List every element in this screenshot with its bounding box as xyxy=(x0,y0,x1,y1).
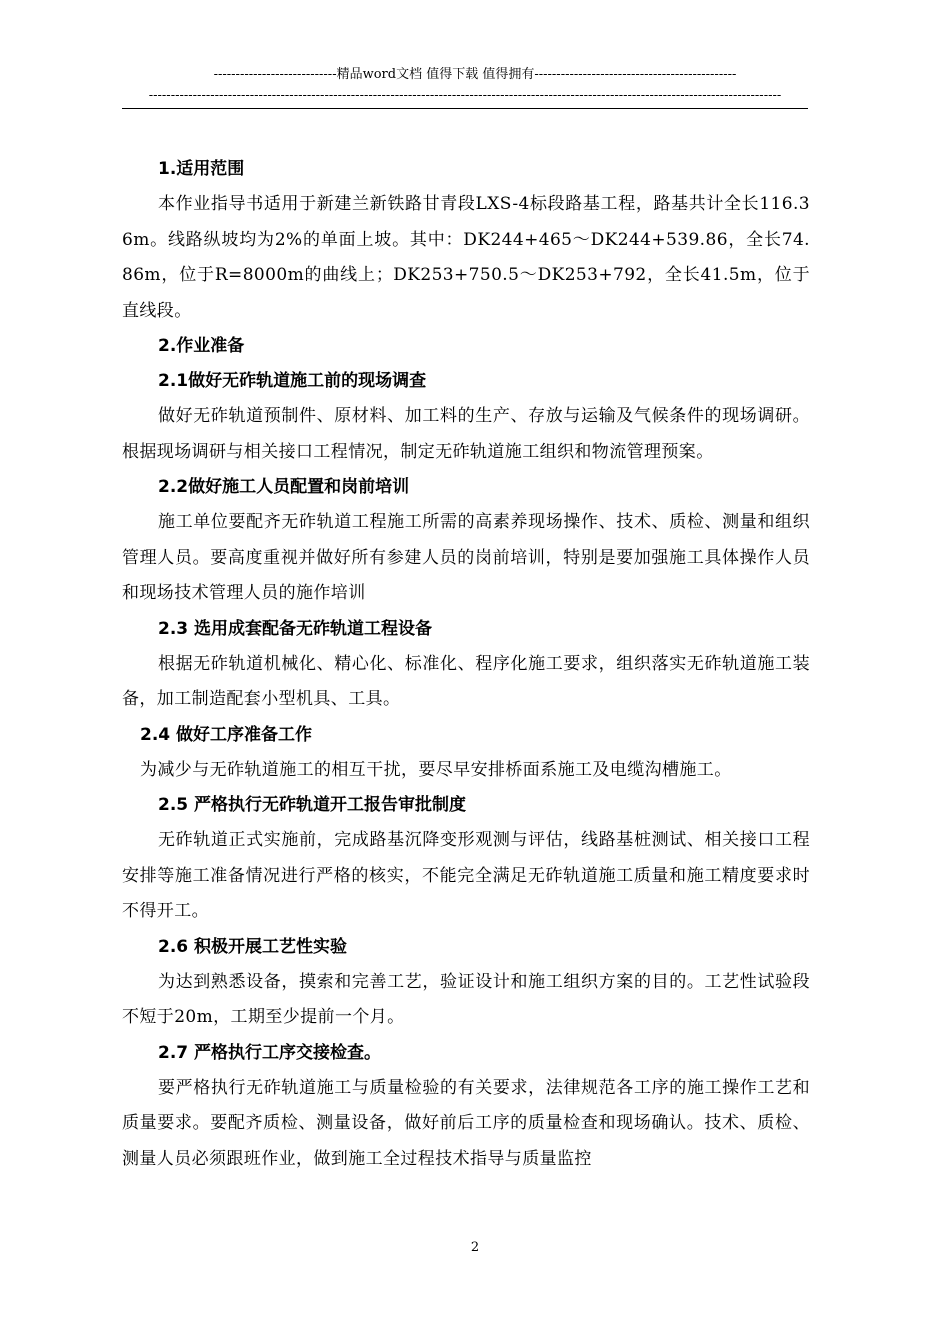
section-paragraph-2-5: 无砟轨道正式实施前，完成路基沉降变形观测与评估，线路基桩测试、相关接口工程安排等施工准备情况进行严格的核实，不能完全满足无砟轨道施工质量和施工精度要求时不得开工。 xyxy=(122,830,810,921)
section-paragraph-2-4: 为减少与无砟轨道施工的相互干扰，要尽早安排桥面系施工及电缆沟槽施工。 xyxy=(140,759,732,780)
section-paragraph-2-2: 施工单位要配齐无砟轨道工程施工所需的高素养现场操作、技术、质检、测量和组织管理人员。要高度重视并做好所有参建人员的岗前培训，特别是要加强施工具体操作人员和现场技术管理人员的施作培训 xyxy=(122,512,810,603)
section-heading-1: 1.适用范围 xyxy=(158,159,245,179)
section-heading-2-6: 2.6 积极开展工艺性实验 xyxy=(158,936,348,957)
header-banner: ----------------------------精品word文档 值得下载 值得拥有---------------------------------------------- xyxy=(213,67,737,82)
section-heading-2-5: 2.5 严格执行无砟轨道开工报告审批制度 xyxy=(158,795,467,815)
section-paragraph-2-1: 做好无砟轨道预制件、原材料、加工料的生产、存放与运输及气候条件的现场调研。根据现场调研与相关接口工程情况，制定无砟轨道施工组织和物流管理预案。 xyxy=(122,406,810,462)
section-heading-2: 2.作业准备 xyxy=(158,336,245,356)
section-paragraph-2-3: 根据无砟轨道机械化、精心化、标准化、程序化施工要求，组织落实无砟轨道施工装备，加工制造配套小型机具、工具。 xyxy=(122,653,810,709)
header-dashed-rule: ------------------------------------------------------------------------------------------------------------------------------------------------ xyxy=(148,88,782,103)
document-body xyxy=(122,152,810,1177)
section-heading-2-7: 2.7 严格执行工序交接检查。 xyxy=(158,1042,382,1063)
page-number: 2 xyxy=(470,1240,480,1255)
section-paragraph-2-7: 要严格执行无砟轨道施工与质量检验的有关要求，法律规范各工序的施工操作工艺和质量要求。要配齐质检、测量设备，做好前后工序的质量检查和现场确认。技术、质检、测量人员必须跟班作业，做到施工全过程技术指导与质量监控 xyxy=(122,1077,810,1169)
section-heading-2-4: 2.4 做好工序准备工作 xyxy=(140,724,313,745)
section-heading-2-2: 2.2做好施工人员配置和岗前培训 xyxy=(158,477,410,497)
section-paragraph-2-6: 为达到熟悉设备，摸索和完善工艺，验证设计和施工组织方案的目的。工艺性试验段不短于20m，工期至少提前一个月。 xyxy=(122,971,810,1027)
section-heading-2-1: 2.1做好无砟轨道施工前的现场调查 xyxy=(158,371,427,391)
section-heading-2-3: 2.3 选用成套配备无砟轨道工程设备 xyxy=(158,618,433,639)
header-rule xyxy=(122,108,808,109)
section-paragraph-1: 本作业指导书适用于新建兰新铁路甘青段LXS-4标段路基工程，路基共计全长116.36m。线路纵坡均为2%的单面上坡。其中：DK244+465～DK244+539.86，全长74.86m，位于R=8000m的曲线上；DK253+750.5～DK253+792，全长41.5m，位于直线段。 xyxy=(122,194,810,321)
